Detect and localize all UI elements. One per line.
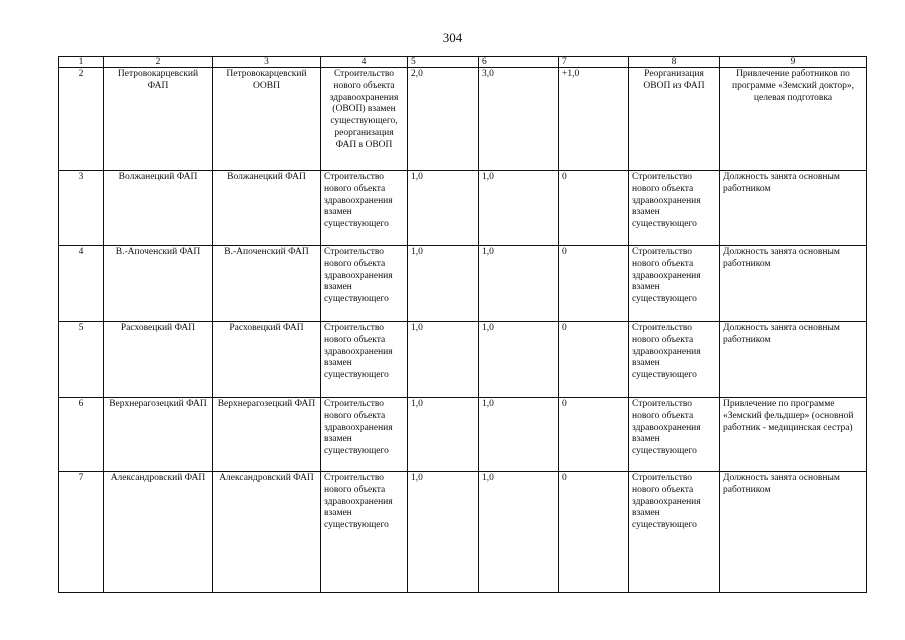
measure-text: Реорганизация ОВОП из ФАП: [629, 68, 720, 171]
value-col5: 1,0: [408, 246, 479, 322]
facility-name: Петровокарцевский ФАП: [104, 68, 213, 171]
measure-text: Строительство нового объекта здравоохранения взамен существующего: [629, 322, 720, 398]
value-col6: 1,0: [479, 171, 559, 246]
measure-text: Строительство нового объекта здравоохранения взамен существующего: [629, 472, 720, 593]
facility-unit: В.-Апоченский ФАП: [213, 246, 321, 322]
staffing-note: Должность занята основным работником: [720, 472, 867, 593]
staffing-note: Должность занята основным работником: [720, 171, 867, 246]
column-header: 6: [479, 57, 559, 68]
row-number: 4: [59, 246, 104, 322]
value-col7: +1,0: [559, 68, 629, 171]
value-col6: 1,0: [479, 246, 559, 322]
planned-action: Строительство нового объекта здравоохранения взамен существующего: [321, 322, 408, 398]
value-col5: 2,0: [408, 68, 479, 171]
facility-unit: Верхнерагозецкий ФАП: [213, 398, 321, 472]
page-number: 304: [442, 30, 463, 45]
column-header: 4: [321, 57, 408, 68]
value-col6: 3,0: [479, 68, 559, 171]
facility-unit: Волжанецкий ФАП: [213, 171, 321, 246]
column-header: 3: [213, 57, 321, 68]
row-number: 5: [59, 322, 104, 398]
value-col5: 1,0: [408, 322, 479, 398]
table-row: [59, 322, 867, 398]
planned-action: Строительство нового объекта здравоохранения взамен существующего: [321, 398, 408, 472]
facilities-table: [58, 56, 867, 593]
column-header: 7: [559, 57, 629, 68]
measure-text: Строительство нового объекта здравоохранения взамен существующего: [629, 171, 720, 246]
value-col5: 1,0: [408, 398, 479, 472]
staffing-note: Должность занята основным работником: [720, 322, 867, 398]
facility-name: Александровский ФАП: [104, 472, 213, 593]
column-header: 9: [720, 57, 867, 68]
staffing-note: Привлечение по программе «Земский фельдшер» (основной работник - медицинская сестра): [720, 398, 867, 472]
value-col7: 0: [559, 398, 629, 472]
value-col5: 1,0: [408, 171, 479, 246]
facility-unit: Расховецкий ФАП: [213, 322, 321, 398]
value-col6: 1,0: [479, 472, 559, 593]
table-row: [59, 68, 867, 171]
value-col7: 0: [559, 322, 629, 398]
column-header: 1: [59, 57, 104, 68]
row-number: 6: [59, 398, 104, 472]
table-row: [59, 398, 867, 472]
value-col6: 1,0: [479, 398, 559, 472]
facility-unit: Александровский ФАП: [213, 472, 321, 593]
measure-text: Строительство нового объекта здравоохранения взамен существующего: [629, 398, 720, 472]
planned-action: Строительство нового объекта здравоохранения взамен существующего: [321, 171, 408, 246]
value-col7: 0: [559, 171, 629, 246]
column-header: 8: [629, 57, 720, 68]
staffing-note: Должность занята основным работником: [720, 246, 867, 322]
row-number: 2: [59, 68, 104, 171]
column-header: 5: [408, 57, 479, 68]
header-row: [59, 57, 867, 68]
planned-action: Строительство нового объекта здравоохранения (ОВОП) взамен существующего, реорганизация ФАП в ОВОП: [321, 68, 408, 171]
facility-name: Волжанецкий ФАП: [104, 171, 213, 246]
staffing-note: Привлечение работников по программе «Земский доктор», целевая подготовка: [720, 68, 867, 171]
measure-text: Строительство нового объекта здравоохранения взамен существующего: [629, 246, 720, 322]
facility-unit: Петровокарцевский ООВП: [213, 68, 321, 171]
value-col7: 0: [559, 472, 629, 593]
planned-action: Строительство нового объекта здравоохранения взамен существующего: [321, 472, 408, 593]
row-number: 7: [59, 472, 104, 593]
facility-name: Верхнерагозецкий ФАП: [104, 398, 213, 472]
table-row: [59, 472, 867, 593]
value-col5: 1,0: [408, 472, 479, 593]
table-row: [59, 171, 867, 246]
planned-action: Строительство нового объекта здравоохранения взамен существующего: [321, 246, 408, 322]
facility-name: В.-Апоченский ФАП: [104, 246, 213, 322]
table-row: [59, 246, 867, 322]
value-col6: 1,0: [479, 322, 559, 398]
column-header: 2: [104, 57, 213, 68]
value-col7: 0: [559, 246, 629, 322]
row-number: 3: [59, 171, 104, 246]
facility-name: Расховецкий ФАП: [104, 322, 213, 398]
